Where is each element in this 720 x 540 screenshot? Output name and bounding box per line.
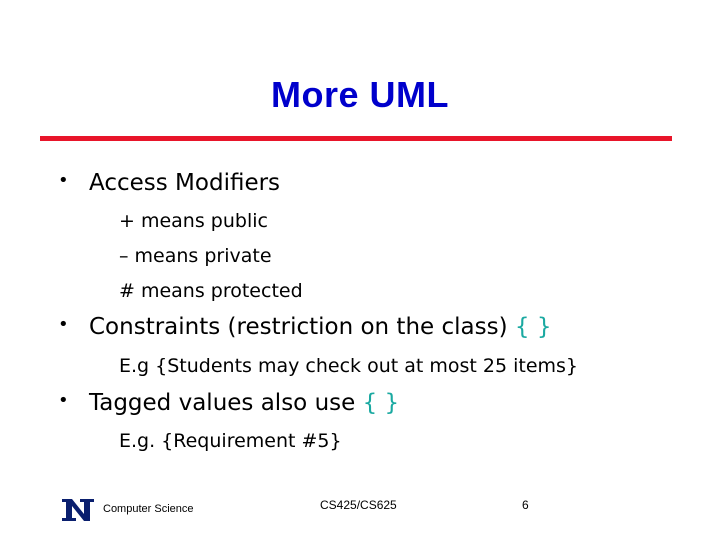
bullet-label: Constraints (restriction on the class) [89,314,508,340]
bullet-text [89,314,551,340]
sub-item-public: + means public [119,210,268,232]
bullet-dot: • [58,390,69,411]
slide-title: More UML [271,74,449,115]
braces-symbol: { } [362,390,400,416]
bullet-dot: • [58,170,69,191]
sub-item-private: – means private [119,245,272,267]
sub-item-tagged-example: E.g. {Requirement #5} [119,430,342,452]
bullet-label: Tagged values also use [89,390,356,416]
bullet-text: Access Modifiers [89,170,281,196]
bullet-dot: • [58,314,69,335]
sub-item-constraint-example: E.g {Students may check out at most 25 items} [119,355,579,377]
navy-n-logo-icon [60,496,96,524]
sub-item-protected: # means protected [119,280,303,302]
bullet-text [89,390,399,416]
braces-symbol: { } [514,314,552,340]
title-divider [40,136,672,141]
footer-department: Computer Science [103,503,194,515]
footer-course: CS425/CS625 [320,498,397,512]
page-number: 6 [522,498,529,512]
